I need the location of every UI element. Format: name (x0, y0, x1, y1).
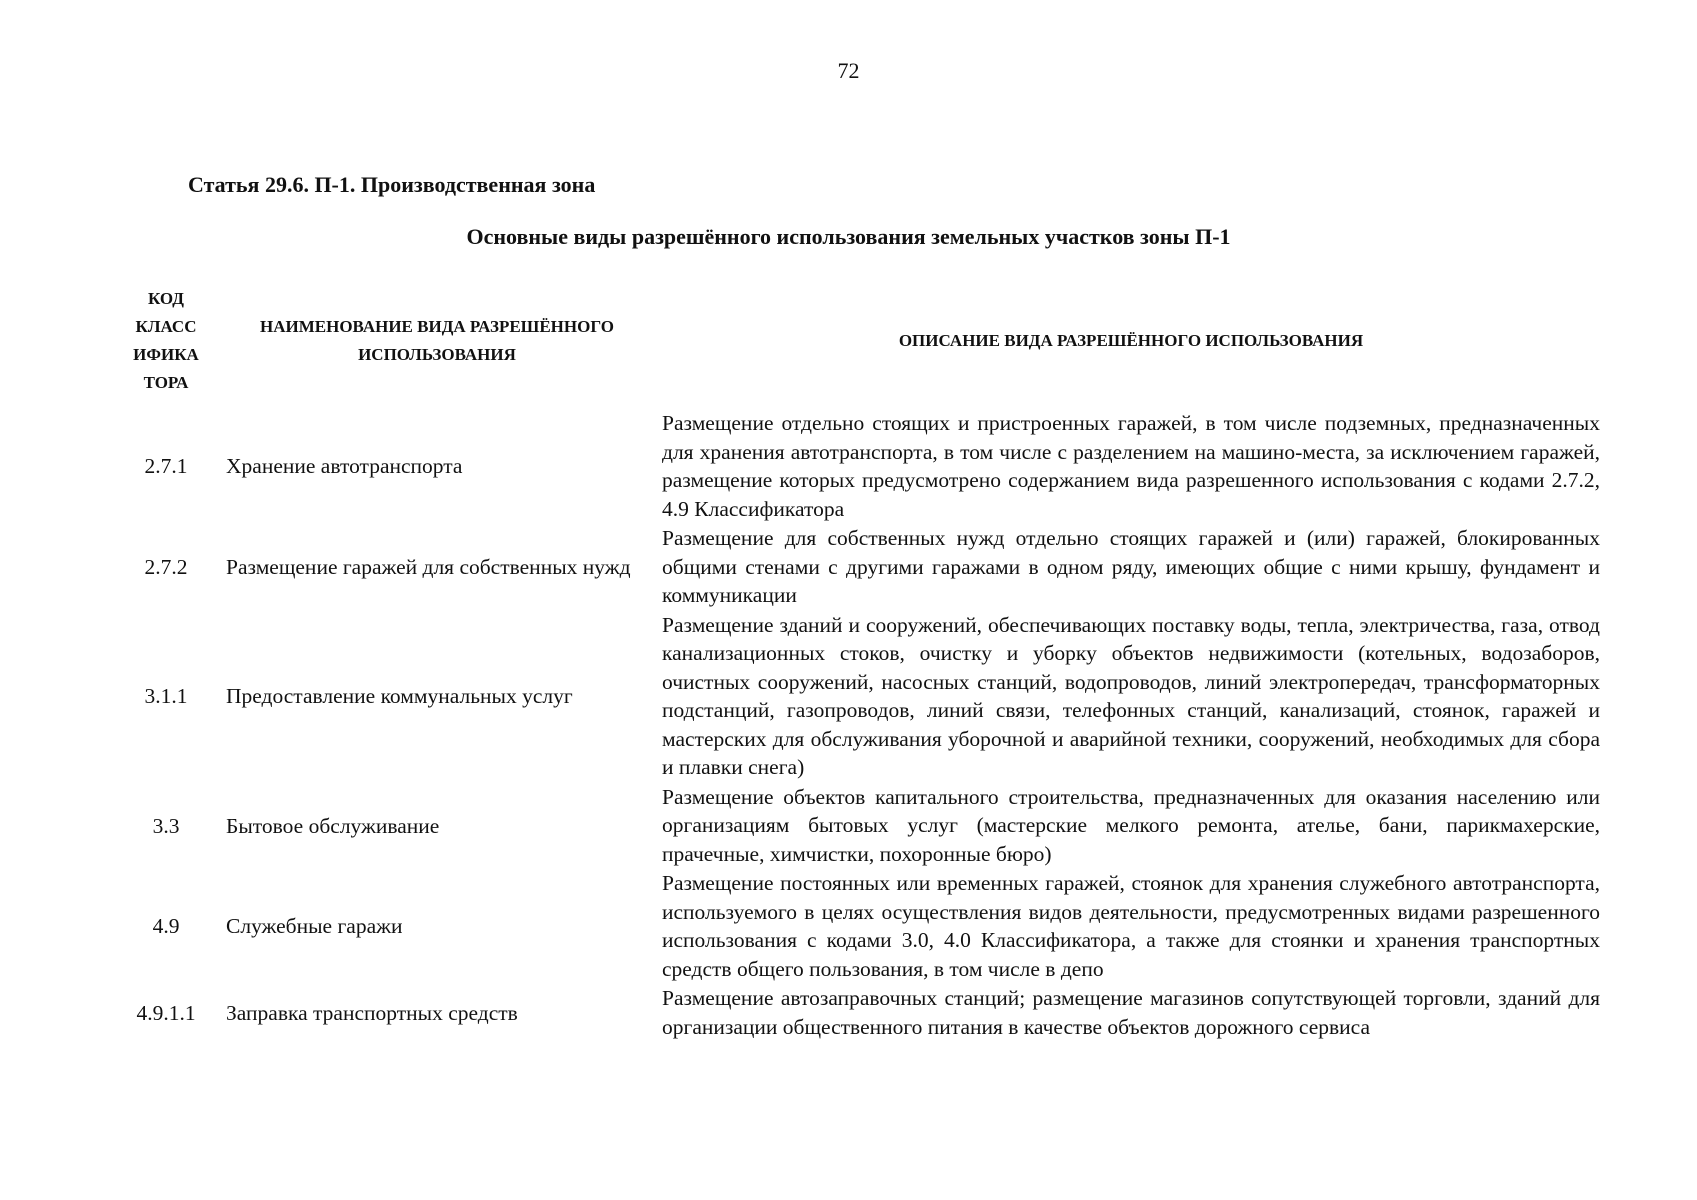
article-title: Статья 29.6. П-1. Производственная зона (188, 172, 596, 197)
row-name: Предоставление коммунальных услуг (226, 684, 573, 709)
row-description: Размещение отдельно стоящих и пристроенных гаражей, в том числе подземных, предназначенных для хранения автотранспорта, в том числе с разделением на машино-места, за исключением гаражей, размещение которых предусмотрено содержанием вида разрешенного использования с кодами 2.7.2, 4.9 Классификатора (662, 411, 1600, 521)
header-name (212, 285, 662, 409)
table-row (120, 409, 1600, 524)
header-name-line: ИСПОЛЬЗОВАНИЯ (358, 345, 516, 364)
table-row (120, 783, 1600, 870)
row-description: Размещение объектов капитального строительства, предназначенных для оказания населению или организациям бытовых услуг (мастерские мелкого ремонта, ателье, бани, парикмахерские, прачечные, химчистки, похоронные бюро) (662, 784, 1600, 866)
table-row (120, 611, 1600, 783)
page-number: 72 (837, 58, 860, 83)
table-row (120, 869, 1600, 984)
header-code-line: КОД (148, 289, 184, 308)
row-code: 4.9 (152, 914, 180, 939)
table-title: Основные виды разрешённого использования земельных участков зоны П-1 (466, 224, 1231, 249)
header-code-line: КЛАСС (135, 317, 197, 336)
row-code: 2.7.2 (144, 555, 188, 579)
row-name: Хранение автотранспорта (226, 454, 463, 479)
row-name: Бытовое обслуживание (226, 813, 440, 838)
row-code: 4.9.1.1 (136, 1000, 196, 1025)
header-description: ОПИСАНИЕ ВИДА РАЗРЕШЁННОГО ИСПОЛЬЗОВАНИЯ (898, 331, 1364, 350)
row-code: 3.1.1 (144, 684, 188, 709)
header-code-line: ТОРА (143, 373, 189, 392)
row-code: 2.7.1 (144, 454, 188, 479)
row-code: 3.3 (152, 813, 180, 838)
land-use-table (120, 285, 1600, 1042)
header-name-line: НАИМЕНОВАНИЕ ВИДА РАЗРЕШЁННОГО (260, 317, 614, 336)
header-code (120, 285, 212, 409)
table-row (120, 524, 1600, 611)
row-description: Размещение постоянных или временных гаражей, стоянок для хранения служебного автотранспорта, используемого в целях осуществления видов деятельности, предусмотренных видами разрешенного использования с кодами 3.0, 4.0 Классификатора, а также для стоянки и хранения транспортных средств общего пользования, в том числе в депо (662, 871, 1600, 981)
row-name: Служебные гаражи (226, 914, 403, 939)
table-header-row (120, 285, 1600, 409)
row-description: Размещение автозаправочных станций; размещение магазинов сопутствующей торговли, зданий для организации общественного питания в качестве объектов дорожного сервиса (662, 986, 1600, 1039)
row-name: Размещение гаражей для собственных нужд (226, 555, 631, 579)
row-description: Размещение для собственных нужд отдельно стоящих гаражей и (или) гаражей, блокированных общими стенами с другими гаражами в одном ряду, имеющих общие с ними крышу, фундамент и коммуникации (662, 526, 1600, 607)
header-code-line: ИФИКА (133, 345, 199, 364)
row-description: Размещение зданий и сооружений, обеспечивающих поставку воды, тепла, электричества, газа, отвод канализационных стоков, очистку и уборку объектов недвижимости (котельных, водозаборов, очистных сооружений, насосных станций, водопроводов, линий электропередач, трансформаторных подстанций, газопроводов, линий связи, телефонных станций, канализаций, стоянок, гаражей и мастерских для обслуживания уборочной и аварийной техники, сооружений, необходимых для сбора и плавки снега) (662, 612, 1600, 779)
row-name: Заправка транспортных средств (226, 1000, 518, 1025)
table-row (120, 984, 1600, 1042)
